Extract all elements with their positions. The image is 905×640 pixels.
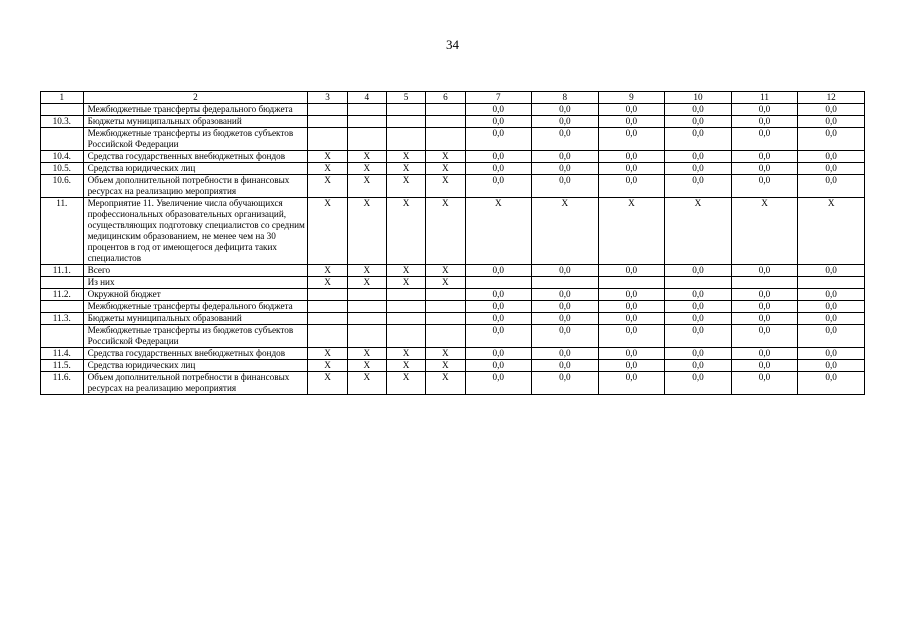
- value-cell: 0,0: [532, 325, 599, 348]
- value-cell: 0,0: [798, 289, 865, 301]
- value-cell: 0,0: [465, 313, 532, 325]
- value-cell: 0,0: [598, 289, 665, 301]
- value-cell: X: [347, 277, 386, 289]
- row-number: [41, 301, 84, 313]
- row-label: Бюджеты муниципальных образований: [83, 116, 308, 128]
- value-cell: [426, 325, 465, 348]
- value-cell: X: [386, 277, 425, 289]
- column-header: 1: [41, 92, 84, 104]
- row-label: Всего: [83, 265, 308, 277]
- value-cell: 0,0: [798, 325, 865, 348]
- value-cell: X: [426, 198, 465, 265]
- value-cell: X: [347, 198, 386, 265]
- table-row: [41, 313, 865, 325]
- table-body: [41, 92, 865, 395]
- table-row: [41, 348, 865, 360]
- column-header: 7: [465, 92, 532, 104]
- value-cell: 0,0: [798, 360, 865, 372]
- column-header: 2: [83, 92, 308, 104]
- value-cell: 0,0: [665, 116, 732, 128]
- row-number: 11.2.: [41, 289, 84, 301]
- value-cell: 0,0: [731, 104, 798, 116]
- row-number: [41, 277, 84, 289]
- value-cell: 0,0: [598, 348, 665, 360]
- value-cell: X: [308, 348, 347, 360]
- value-cell: X: [386, 360, 425, 372]
- value-cell: X: [386, 372, 425, 395]
- row-number: 11.: [41, 198, 84, 265]
- value-cell: 0,0: [465, 348, 532, 360]
- row-number: [41, 128, 84, 151]
- value-cell: [465, 277, 532, 289]
- table-row: [41, 151, 865, 163]
- table-row: [41, 265, 865, 277]
- value-cell: X: [598, 198, 665, 265]
- value-cell: 0,0: [598, 301, 665, 313]
- row-number: 10.5.: [41, 163, 84, 175]
- row-label: Средства государственных внебюджетных фондов: [83, 151, 308, 163]
- value-cell: 0,0: [731, 360, 798, 372]
- value-cell: [386, 104, 425, 116]
- value-cell: 0,0: [465, 128, 532, 151]
- value-cell: 0,0: [798, 301, 865, 313]
- value-cell: 0,0: [532, 128, 599, 151]
- value-cell: 0,0: [731, 151, 798, 163]
- value-cell: X: [347, 348, 386, 360]
- value-cell: X: [426, 348, 465, 360]
- value-cell: 0,0: [665, 265, 732, 277]
- value-cell: 0,0: [798, 372, 865, 395]
- row-number: 11.1.: [41, 265, 84, 277]
- value-cell: [347, 313, 386, 325]
- table-row: [41, 128, 865, 151]
- value-cell: 0,0: [598, 372, 665, 395]
- value-cell: 0,0: [598, 265, 665, 277]
- value-cell: X: [731, 198, 798, 265]
- value-cell: X: [386, 163, 425, 175]
- value-cell: 0,0: [665, 313, 732, 325]
- row-label: Средства юридических лиц: [83, 163, 308, 175]
- value-cell: 0,0: [465, 163, 532, 175]
- value-cell: 0,0: [665, 360, 732, 372]
- table-row: [41, 289, 865, 301]
- value-cell: 0,0: [465, 325, 532, 348]
- row-number: 11.3.: [41, 313, 84, 325]
- value-cell: 0,0: [532, 151, 599, 163]
- column-header: 12: [798, 92, 865, 104]
- value-cell: 0,0: [665, 372, 732, 395]
- value-cell: X: [308, 265, 347, 277]
- value-cell: 0,0: [532, 163, 599, 175]
- value-cell: X: [347, 151, 386, 163]
- value-cell: [386, 289, 425, 301]
- value-cell: 0,0: [465, 175, 532, 198]
- value-cell: X: [426, 151, 465, 163]
- value-cell: [347, 104, 386, 116]
- value-cell: 0,0: [731, 301, 798, 313]
- value-cell: 0,0: [598, 325, 665, 348]
- table-row: [41, 163, 865, 175]
- value-cell: [386, 116, 425, 128]
- value-cell: 0,0: [465, 265, 532, 277]
- table-row: [41, 325, 865, 348]
- value-cell: 0,0: [532, 360, 599, 372]
- row-label: Объем дополнительной потребности в финансовых ресурсах на реализацию мероприятия: [83, 175, 308, 198]
- row-label: Межбюджетные трансферты из бюджетов субъектов Российской Федерации: [83, 325, 308, 348]
- value-cell: 0,0: [465, 372, 532, 395]
- row-number: 11.4.: [41, 348, 84, 360]
- column-header: 3: [308, 92, 347, 104]
- value-cell: [386, 301, 425, 313]
- table-row: [41, 277, 865, 289]
- value-cell: X: [386, 265, 425, 277]
- value-cell: 0,0: [598, 360, 665, 372]
- value-cell: 0,0: [532, 116, 599, 128]
- value-cell: [426, 313, 465, 325]
- value-cell: [347, 128, 386, 151]
- value-cell: X: [532, 198, 599, 265]
- value-cell: [426, 104, 465, 116]
- row-label: Бюджеты муниципальных образований: [83, 313, 308, 325]
- value-cell: 0,0: [465, 301, 532, 313]
- column-header: 4: [347, 92, 386, 104]
- row-label: Межбюджетные трансферты из бюджетов субъектов Российской Федерации: [83, 128, 308, 151]
- value-cell: 0,0: [798, 151, 865, 163]
- value-cell: 0,0: [665, 325, 732, 348]
- value-cell: 0,0: [465, 289, 532, 301]
- value-cell: X: [665, 198, 732, 265]
- row-number: 10.6.: [41, 175, 84, 198]
- row-number: 10.4.: [41, 151, 84, 163]
- table-row: [41, 372, 865, 395]
- table-row: [41, 175, 865, 198]
- value-cell: 0,0: [598, 104, 665, 116]
- value-cell: 0,0: [798, 313, 865, 325]
- value-cell: X: [386, 151, 425, 163]
- value-cell: X: [308, 175, 347, 198]
- value-cell: 0,0: [465, 116, 532, 128]
- row-number: [41, 104, 84, 116]
- value-cell: 0,0: [465, 360, 532, 372]
- row-label: Средства государственных внебюджетных фондов: [83, 348, 308, 360]
- value-cell: 0,0: [731, 128, 798, 151]
- value-cell: [347, 325, 386, 348]
- row-label: Окружной бюджет: [83, 289, 308, 301]
- row-label: Средства юридических лиц: [83, 360, 308, 372]
- value-cell: 0,0: [598, 128, 665, 151]
- value-cell: [386, 325, 425, 348]
- value-cell: X: [465, 198, 532, 265]
- value-cell: [426, 128, 465, 151]
- value-cell: 0,0: [465, 104, 532, 116]
- value-cell: X: [798, 198, 865, 265]
- value-cell: [426, 289, 465, 301]
- value-cell: [598, 277, 665, 289]
- value-cell: [308, 289, 347, 301]
- value-cell: X: [308, 163, 347, 175]
- budget-table: [40, 91, 865, 395]
- table-header-row: [41, 92, 865, 104]
- value-cell: X: [308, 372, 347, 395]
- value-cell: 0,0: [798, 128, 865, 151]
- table-row: [41, 104, 865, 116]
- value-cell: 0,0: [798, 116, 865, 128]
- value-cell: 0,0: [731, 163, 798, 175]
- value-cell: 0,0: [465, 151, 532, 163]
- value-cell: X: [347, 175, 386, 198]
- value-cell: 0,0: [731, 289, 798, 301]
- value-cell: [308, 116, 347, 128]
- value-cell: 0,0: [665, 289, 732, 301]
- row-number: 10.3.: [41, 116, 84, 128]
- row-label: Объем дополнительной потребности в финансовых ресурсах на реализацию мероприятия: [83, 372, 308, 395]
- value-cell: 0,0: [731, 265, 798, 277]
- value-cell: 0,0: [731, 372, 798, 395]
- value-cell: X: [308, 151, 347, 163]
- value-cell: 0,0: [598, 175, 665, 198]
- value-cell: [386, 313, 425, 325]
- column-header: 6: [426, 92, 465, 104]
- table-row: [41, 360, 865, 372]
- value-cell: 0,0: [798, 175, 865, 198]
- value-cell: X: [308, 360, 347, 372]
- value-cell: X: [426, 360, 465, 372]
- value-cell: 0,0: [532, 313, 599, 325]
- value-cell: [532, 277, 599, 289]
- value-cell: [308, 128, 347, 151]
- value-cell: X: [308, 198, 347, 265]
- value-cell: [308, 301, 347, 313]
- value-cell: 0,0: [532, 289, 599, 301]
- value-cell: [308, 104, 347, 116]
- value-cell: X: [347, 265, 386, 277]
- value-cell: 0,0: [598, 163, 665, 175]
- value-cell: 0,0: [598, 151, 665, 163]
- value-cell: [665, 277, 732, 289]
- value-cell: 0,0: [731, 116, 798, 128]
- row-number: 11.6.: [41, 372, 84, 395]
- value-cell: X: [347, 163, 386, 175]
- value-cell: X: [347, 372, 386, 395]
- column-header: 11: [731, 92, 798, 104]
- row-label: Межбюджетные трансферты федерального бюджета: [83, 301, 308, 313]
- value-cell: 0,0: [731, 325, 798, 348]
- table-row: [41, 198, 865, 265]
- value-cell: X: [426, 163, 465, 175]
- value-cell: 0,0: [798, 163, 865, 175]
- column-header: 5: [386, 92, 425, 104]
- value-cell: 0,0: [731, 175, 798, 198]
- value-cell: 0,0: [665, 128, 732, 151]
- value-cell: 0,0: [798, 104, 865, 116]
- value-cell: 0,0: [798, 265, 865, 277]
- value-cell: X: [386, 175, 425, 198]
- value-cell: [426, 301, 465, 313]
- column-header: 8: [532, 92, 599, 104]
- row-label: Мероприятие 11. Увеличение числа обучающихся профессиональных образовательных организаций, осуществляющих подготовку специалистов со средним медицинским образованием, не менее чем на 30 процентов в год от имеющегося дефицита таких специалистов: [83, 198, 308, 265]
- value-cell: X: [347, 360, 386, 372]
- value-cell: X: [426, 372, 465, 395]
- row-label: Из них: [83, 277, 308, 289]
- value-cell: 0,0: [798, 348, 865, 360]
- value-cell: 0,0: [532, 301, 599, 313]
- value-cell: X: [386, 348, 425, 360]
- value-cell: X: [426, 265, 465, 277]
- row-number: [41, 325, 84, 348]
- value-cell: X: [426, 175, 465, 198]
- value-cell: 0,0: [532, 348, 599, 360]
- value-cell: [347, 301, 386, 313]
- column-header: 10: [665, 92, 732, 104]
- value-cell: 0,0: [665, 163, 732, 175]
- value-cell: 0,0: [665, 175, 732, 198]
- value-cell: 0,0: [532, 104, 599, 116]
- value-cell: [426, 116, 465, 128]
- value-cell: [347, 116, 386, 128]
- value-cell: 0,0: [532, 372, 599, 395]
- value-cell: [798, 277, 865, 289]
- value-cell: 0,0: [598, 313, 665, 325]
- column-header: 9: [598, 92, 665, 104]
- page-number: 34: [446, 37, 459, 52]
- value-cell: 0,0: [665, 104, 732, 116]
- value-cell: [308, 325, 347, 348]
- value-cell: 0,0: [731, 313, 798, 325]
- row-label: Межбюджетные трансферты федерального бюджета: [83, 104, 308, 116]
- value-cell: 0,0: [598, 116, 665, 128]
- value-cell: 0,0: [532, 175, 599, 198]
- table-row: [41, 301, 865, 313]
- value-cell: X: [426, 277, 465, 289]
- value-cell: 0,0: [731, 348, 798, 360]
- table-row: [41, 116, 865, 128]
- value-cell: X: [308, 277, 347, 289]
- value-cell: [731, 277, 798, 289]
- value-cell: [308, 313, 347, 325]
- value-cell: X: [386, 198, 425, 265]
- value-cell: 0,0: [665, 348, 732, 360]
- value-cell: 0,0: [532, 265, 599, 277]
- row-number: 11.5.: [41, 360, 84, 372]
- value-cell: [386, 128, 425, 151]
- value-cell: 0,0: [665, 151, 732, 163]
- value-cell: [347, 289, 386, 301]
- value-cell: 0,0: [665, 301, 732, 313]
